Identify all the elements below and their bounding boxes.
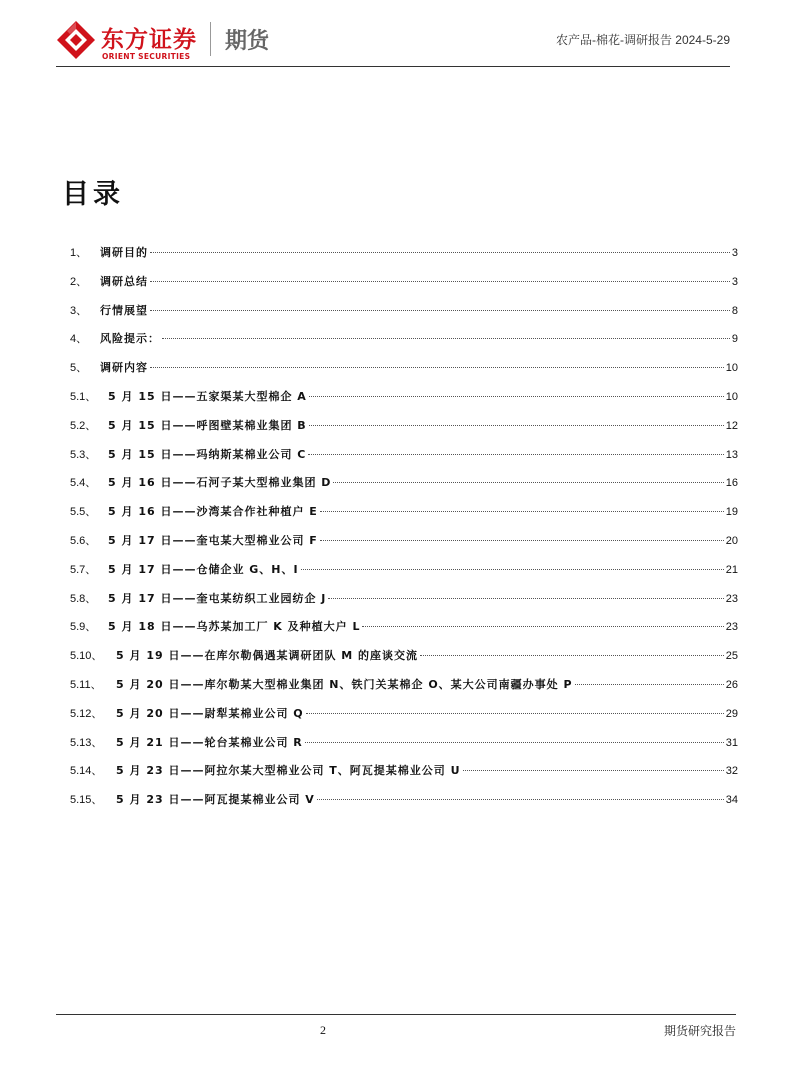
toc-leader-dots <box>162 338 730 339</box>
logo-english-name: ORIENT SECURITIES <box>102 52 191 61</box>
toc-entry[interactable] <box>70 705 738 725</box>
toc-entry[interactable] <box>70 359 738 379</box>
toc-entry[interactable] <box>70 446 738 466</box>
toc-entry-page: 34 <box>725 794 738 807</box>
toc-entry-label: 5 月 17 日——奎屯某大型棉业公司 F <box>108 534 318 547</box>
toc-entry-label: 5 月 16 日——石河子某大型棉业集团 D <box>108 476 332 490</box>
toc-entry-page: 21 <box>725 563 738 576</box>
toc-entry-number: 5.11、 <box>70 679 102 691</box>
toc-entry-number: 3、 <box>70 304 88 317</box>
orient-securities-logo-icon <box>56 20 96 60</box>
toc-entry-page: 31 <box>725 736 738 749</box>
toc-entry[interactable] <box>70 273 738 293</box>
toc-entry-number: 5.2、 <box>70 419 97 432</box>
toc-leader-dots <box>301 569 724 570</box>
toc-leader-dots <box>320 540 724 541</box>
page-number: 2 <box>320 1023 326 1037</box>
toc-entry-label: 5 月 18 日——乌苏某加工厂 K 及种植大户 L <box>108 620 361 634</box>
toc-entry-number: 5.13、 <box>70 736 103 749</box>
logo-divider <box>210 22 211 56</box>
toc-entry-page: 3 <box>731 275 738 288</box>
toc-entry[interactable] <box>70 791 738 811</box>
toc-entry-number: 5.9、 <box>70 621 97 634</box>
toc-entry-number: 1、 <box>70 247 88 259</box>
toc-leader-dots <box>320 511 724 512</box>
toc-entry-label: 5 月 20 日——库尔勒某大型棉业集团 N、铁门关某棉企 O、某大公司南疆办事处 P <box>116 678 573 691</box>
logo-chinese-name: 东方证券 <box>101 27 197 53</box>
toc-entry-number: 5.14、 <box>70 765 103 778</box>
toc-entry-label: 风险提示： <box>100 332 160 346</box>
toc-entry-label: 调研内容 <box>100 361 148 375</box>
toc-entry-label: 5 月 15 日——呼图壁某棉业集团 B <box>108 418 307 432</box>
toc-entry-page: 25 <box>725 650 738 663</box>
toc-entry-number: 5.3、 <box>70 448 97 461</box>
toc-entry-page: 9 <box>731 333 738 346</box>
toc-entry[interactable] <box>70 302 738 322</box>
toc-entry-page: 32 <box>725 765 738 778</box>
toc-entry-page: 3 <box>731 247 738 259</box>
toc-entry[interactable] <box>70 676 738 696</box>
toc-entry[interactable] <box>70 618 738 638</box>
toc-entry-number: 5.5、 <box>70 506 97 519</box>
toc-leader-dots <box>317 799 724 800</box>
toc-entry-page: 12 <box>725 419 738 432</box>
toc-entry-page: 16 <box>725 477 738 490</box>
toc-entry[interactable] <box>70 388 738 408</box>
toc-entry-number: 4、 <box>70 333 88 346</box>
toc-entry-page: 20 <box>725 535 738 547</box>
toc-entry-label: 5 月 20 日——尉犁某棉业公司 Q <box>116 706 304 720</box>
toc-entry-page: 29 <box>725 707 738 720</box>
toc-entry-page: 23 <box>725 621 738 634</box>
toc-leader-dots <box>420 655 724 656</box>
toc-entry[interactable] <box>70 532 738 552</box>
footer-rule <box>56 1014 736 1015</box>
toc-entry-number: 5.15、 <box>70 794 103 807</box>
toc-entry[interactable] <box>70 474 738 494</box>
futures-label: 期货 <box>225 29 270 54</box>
toc-entry-number: 5.1、 <box>70 391 97 403</box>
toc-entry-number: 5.10、 <box>70 650 103 663</box>
toc-entry-number: 5.8、 <box>70 592 97 605</box>
toc-entry-label: 5 月 23 日——阿拉尔某大型棉业公司 T、阿瓦提某棉业公司 U <box>116 764 461 778</box>
toc-entry[interactable] <box>70 647 738 667</box>
toc-entry[interactable] <box>70 762 738 782</box>
toc-entry-page: 19 <box>725 506 738 519</box>
toc-entry-label: 5 月 16 日——沙湾某合作社种植户 E <box>108 505 318 519</box>
toc-leader-dots <box>333 482 723 483</box>
toc-entry-page: 26 <box>725 679 738 691</box>
toc-entry-number: 5.12、 <box>70 707 103 720</box>
toc-entry[interactable] <box>70 244 738 264</box>
toc-leader-dots <box>362 626 723 627</box>
toc-entry-page: 13 <box>725 448 738 461</box>
toc-entry-label: 5 月 15 日——五家渠某大型棉企 A <box>108 390 307 403</box>
toc-entry-label: 5 月 15 日——玛纳斯某棉业公司 C <box>108 447 307 461</box>
toc-leader-dots <box>309 396 724 397</box>
toc-entry-label: 5 月 21 日——轮台某棉业公司 R <box>116 735 303 749</box>
toc-entry-number: 5.7、 <box>70 563 97 576</box>
toc-leader-dots <box>306 713 724 714</box>
toc-entry-label: 行情展望 <box>100 303 148 317</box>
toc-entry-page: 10 <box>725 362 738 375</box>
toc-entry-page: 23 <box>725 592 738 605</box>
toc-entry-label: 5 月 17 日——奎屯某纺织工业园纺企 J <box>108 591 327 605</box>
toc-leader-dots <box>150 367 724 368</box>
toc-entry-number: 5、 <box>70 362 88 375</box>
page-header <box>56 14 730 67</box>
toc-entry-page: 10 <box>725 391 738 403</box>
toc-entry-number: 2、 <box>70 275 88 288</box>
toc-entry-label: 调研目的 <box>100 246 148 259</box>
toc-leader-dots <box>150 252 730 253</box>
toc-entry-label: 5 月 17 日——仓储企业 G、H、I <box>108 562 299 576</box>
footer-label: 期货研究报告 <box>663 1024 736 1038</box>
toc-entry-page: 8 <box>731 304 738 317</box>
toc-leader-dots <box>150 310 730 311</box>
toc-leader-dots <box>328 598 723 599</box>
toc-leader-dots <box>308 454 723 455</box>
toc-entry[interactable] <box>70 417 738 437</box>
toc-leader-dots <box>305 742 724 743</box>
toc-entry[interactable] <box>70 330 738 350</box>
report-title: 农产品-棉花-调研报告 2024-5-29 <box>555 33 730 47</box>
toc-entry-label: 调研总结 <box>100 274 148 288</box>
toc-entry-label: 5 月 19 日——在库尔勒偶遇某调研团队 M 的座谈交流 <box>116 649 419 663</box>
toc-entry[interactable] <box>70 590 738 610</box>
toc-entry-number: 5.4、 <box>70 477 97 490</box>
toc-title: 目录 <box>62 179 124 210</box>
toc-entry[interactable] <box>70 503 738 523</box>
toc-entry-number: 5.6、 <box>70 535 97 547</box>
toc-entry-label: 5 月 23 日——阿瓦提某棉业公司 V <box>116 793 315 807</box>
toc-leader-dots <box>309 425 724 426</box>
toc-entry[interactable] <box>70 561 738 581</box>
toc-leader-dots <box>150 281 730 282</box>
toc-leader-dots <box>463 770 724 771</box>
toc-entry[interactable] <box>70 734 738 754</box>
toc-leader-dots <box>575 684 724 685</box>
